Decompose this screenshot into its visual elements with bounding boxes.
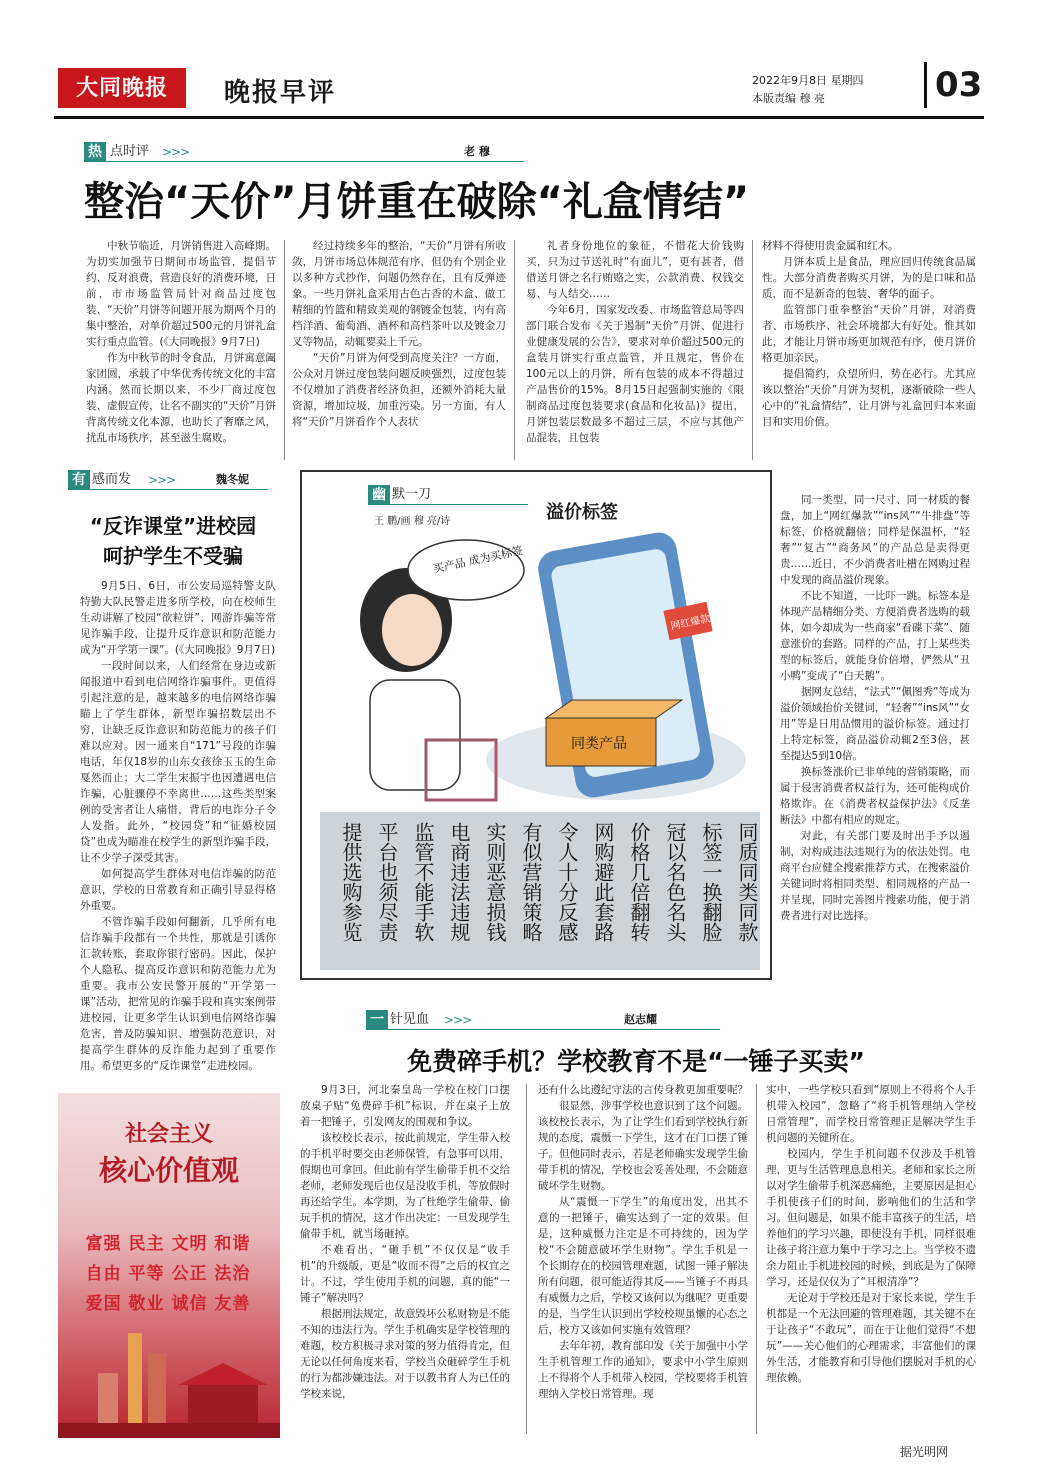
section-title: 晚报早评 bbox=[224, 78, 337, 108]
paragraph: 同一类型、同一尺寸、同一材质的餐盘，加上“网红爆款”“ins风”“牛排盘”等标签，价格就翻倍；同样是保温杯，“轻奢”“复古”“商务风”的产品总是卖得更贵……近日，不少消费者吐槽在网购过程中发现的商品溢价现象。 bbox=[780, 494, 970, 586]
bar-rule bbox=[68, 489, 268, 490]
tag-label: 网红爆款 bbox=[669, 613, 712, 633]
bar-rule bbox=[368, 504, 528, 505]
feeling-headline-2: 呵护学生不受骗 bbox=[103, 544, 243, 568]
paragraph: 礼者身份地位的象征，不惜花大价钱购买，只为过节送礼时“有面儿”，更有甚者，借借送月饼之名行贿赂之实，公款消费、权钱交易、与人结交…… bbox=[526, 240, 744, 300]
paragraph: 中秋节临近，月饼销售进入高峰期。为切实加强节日期间市场监管，提倡节约、反对浪费，营造良好的消费环境，日前，市市场监管局针对商品过度包装、“天价”月饼等问题开展为期两个月的集中整治，对单价超过500元的月饼礼盒实行重点监管。(《大同晚报》9月7日) bbox=[86, 240, 276, 348]
paragraph: 很显然，涉事学校也意识到了这个问题。该校校长表示，为了让学生们看到学校执行新规的态度，震慑一下学生，这才在门口摆了锤子。但他同时表示，若是老师确实发现学生偷带手机的情况，学校也会妥善处理，不会随意破坏学生财物。 bbox=[538, 1100, 748, 1192]
poem-line: 价格几倍翻转 bbox=[627, 822, 651, 942]
poem-box bbox=[320, 812, 760, 970]
page-editor: 本版责编 穆 亮 bbox=[752, 92, 825, 105]
poem-line: 冠以名色名头 bbox=[663, 822, 687, 942]
poem-line: 同质同类同款 bbox=[735, 822, 759, 942]
hot-column-1 bbox=[86, 238, 276, 462]
chevrons-icon: >>> bbox=[162, 145, 190, 159]
column-tag: 热 bbox=[84, 142, 106, 162]
page-number: 03 bbox=[924, 62, 982, 108]
column-bar-feeling bbox=[68, 470, 268, 490]
hot-column-4 bbox=[762, 238, 976, 462]
poem-line: 监管不能手软 bbox=[411, 822, 435, 942]
masthead bbox=[54, 62, 984, 118]
paragraph: 材料不得使用贵金属和红木。 bbox=[762, 240, 899, 252]
column-name: 针见血 bbox=[390, 1012, 430, 1027]
poem-line: 实则恶意损钱 bbox=[483, 822, 507, 942]
cartoon-side-text bbox=[780, 492, 970, 972]
column-name: 点时评 bbox=[110, 144, 150, 159]
column-divider bbox=[756, 1084, 757, 1434]
box-label: 同类产品 bbox=[571, 736, 627, 752]
poem-line: 平台也须尽责 bbox=[375, 822, 399, 942]
paragraph: 校园内，学生手机问题不仅涉及手机管理，更与生活管理息息相关。老师和家长之所以对学生偷带手机深恶痛绝，主要原因是担心手机使孩子们的时间，影响他们的生活和学习。但问题是，如果不能丰富孩子的生活，培养他们的学习兴趣，即使没有手机，同样很难让孩子将注意力集中于学习之上。当学校不遗余力阻止手机进校园的时候，到底是为了保障学习，还是仅仅为了“耳根清净”？ bbox=[766, 1148, 976, 1288]
needle-column-3 bbox=[766, 1082, 976, 1438]
needle-headline: 免费碎手机？学校教育不是“一锤子买卖” bbox=[407, 1047, 865, 1076]
poem-line: 标签一换翻脸 bbox=[699, 822, 723, 942]
chevrons-icon: >>> bbox=[148, 473, 176, 487]
paragraph: 换标签涨价已非单纯的营销策略，而属于侵害消费者权益行为，还可能构成价格欺诈。在《消费者权益保护法》《反垄断法》中都有相应的规定。 bbox=[780, 766, 970, 826]
newspaper-logo: 大同晚报 bbox=[58, 68, 186, 108]
column-bar-hot bbox=[84, 142, 524, 162]
poem-line: 电商违法违规 bbox=[447, 822, 471, 942]
masthead-rule bbox=[54, 116, 984, 119]
paragraph: 9月5日、6日，市公安局巡特警支队特勤大队民警走进多所学校，向在校师生生动讲解了校园“欲粒饼”、网游诈骗等常见诈骗手段，让提升反诈意识和防范能力成为“开学第一课”。(《大同晚报》9月7日) bbox=[80, 580, 276, 656]
paragraph: 不管诈骗手段如何翻新，几乎所有电信诈骗手段都有一个共性，那就是引诱你汇款转账，套取你银行密码。因此，保护个人隐私、提高反诈意识和防范能力尤为重要。我市公安民警开展的“开学第一课”活动，把常见的诈骗手段和真实案例带进校园，让更多学生认识到电信网络诈骗危害，普及防骗知识、增强防范意识，对提高学生群体的反诈能力起到了重要作用。希望更多的“反诈课堂”走进校园。 bbox=[80, 916, 276, 1072]
column-name: 感而发 bbox=[92, 472, 132, 487]
main-headline: 整治“天价”月饼重在破除“礼盒情结” bbox=[84, 179, 750, 225]
column-bar-needle bbox=[366, 1010, 720, 1030]
paragraph: 据网友总结，“法式”“佩图秀”等成为溢价领域抬价关键词，“轻奢”“ins风”“女用”等是日用品惯用的溢价标签。通过打上特定标签，商品溢价动辄2至3倍，甚至提达5到10倍。 bbox=[780, 686, 970, 762]
poster-title-1: 社会主义 bbox=[124, 1121, 213, 1147]
column-bar-humor bbox=[368, 485, 528, 505]
hot-column-2 bbox=[292, 238, 506, 462]
hot-column-3 bbox=[526, 238, 744, 462]
paragraph: 无论对于学校还是对于家长来说，学生手机都是一个无法回避的管理难题，其关键不在于让孩子“不敢玩”，而在于让他们觉得“不想玩”——关心他们的心理需求，丰富他们的课外生活，才能教育和引导他们摆脱对手机的心理依赖。 bbox=[766, 1292, 976, 1384]
paragraph: 9月3日，河北秦皇岛一学校在校门口摆放桌子贴“免费碎手机”标识，并在桌子上放着一把锤子，引发网友的围观和争议。 bbox=[300, 1084, 510, 1128]
column-divider bbox=[284, 240, 285, 460]
poem-line: 令人十分反感 bbox=[555, 822, 579, 942]
column-divider bbox=[514, 240, 515, 460]
feeling-headline-1: “反诈课堂”进校园 bbox=[89, 514, 257, 538]
column-tag: 幽 bbox=[368, 485, 390, 505]
paragraph: 不比不知道，一比吓一跳。标签本是体现产品精细分类、方便消费者选购的载体，如今却成为一些商家“看碟下菜”、随意涨价的套路。同样的产品，打上某些类型的标签后，就能身价倍增，俨然从“丑小鸭”变成了“白天鹅”。 bbox=[780, 590, 970, 682]
paragraph: 该校校长表示，按此前规定，学生带入校的手机平时要交由老师保管，有急事可以用，假期也可拿回。但此前有学生偷带手机不交给老师，老师发现后也仅是没收手机，等放假时再还给学生。本学期，为了杜绝学生偷带、偷玩手机的情况，这才作出决定：一旦发现学生偷带手机，就当场砸掉。 bbox=[300, 1132, 510, 1240]
paragraph: 不难看出，“砸手机”不仅仅是“收手机”的升级版，更是“收而不得”之后的权宜之计。不过，学生使用手机的问题，真的能“一锤子”解决吗？ bbox=[300, 1244, 510, 1304]
column-tag: 一 bbox=[366, 1010, 388, 1030]
column-divider bbox=[752, 240, 753, 460]
paragraph: 根据刑法规定，故意毁坏公私财物是不能不知的违法行为。学生手机确实是学校管理的难题，校方积极寻求对策的努力值得肯定，但无论以任何角度来看，学校当众砸碎学生手机的行为都涉嫌违法。对于以教书育人为已任的学校来说， bbox=[300, 1308, 510, 1400]
poem-line: 提供选购参览 bbox=[339, 822, 363, 942]
issue-date: 2022年9月8日 星期四 bbox=[752, 74, 864, 87]
paragraph: 如何提高学生群体对电信诈骗的防范意识，学校的日常教育和正确引导显得格外重要。 bbox=[80, 868, 276, 912]
paragraph: 实中，一些学校只看到“原则上不得将个人手机带入校园”，忽略了“将手机管理纳入学校日常管理”，而学校日常管理正是解决学生手机问题的关键所在。 bbox=[766, 1084, 976, 1144]
source-credit: 据光明网 bbox=[900, 1445, 949, 1459]
skyline-icon bbox=[58, 1323, 280, 1438]
paragraph: 还有什么比遵纪守法的言传身教更加重要呢？ bbox=[538, 1084, 748, 1096]
cartoon-title: 溢价标签 bbox=[546, 502, 618, 523]
column-tag: 有 bbox=[68, 470, 90, 490]
paragraph: 去年年初，教育部印发《关于加强中小学生手机管理工作的通知》，要求中小学生原则上不得将个人手机带入校园，学校要将手机管理纳入学校日常管理。现 bbox=[538, 1340, 748, 1400]
needle-column-1 bbox=[300, 1082, 510, 1438]
paragraph: 一段时间以来，人们经常在身边或新闻报道中看到电信网络诈骗事件。更值得引起注意的是，越来越多的电信网络诈骗瞄上了学生群体，新型诈骗招数层出不穷，让缺乏反诈意识和防范能力的孩子们难以应对。因一通来自“171”号段的诈骗电话，年仅18岁的山东女孩徐玉玉的生命戛然而止；大二学生宋振宇也因遭遇电信诈骗，心脏骤停不幸离世……这些类型案例的受害者让人痛惜，背后的电诈分子令人发指。此外，“校园贷”和“征婚校园贷”也成为瞄准在校学生的新型诈骗手段，让不少学子深受其害。 bbox=[80, 660, 276, 864]
author-name: 魏冬妮 bbox=[216, 473, 249, 486]
author-name: 赵志耀 bbox=[624, 1013, 657, 1026]
needle-column-2 bbox=[538, 1082, 748, 1438]
paragraph: 监管部门重拳整治“天价”月饼，对消费者、市场秩序、社会环境都大有好处。惟其如此，才能让月饼市场更加规范有序，使月饼价格更加亲民。 bbox=[762, 304, 976, 364]
paragraph: 从“震慑一下学生”的角度出发，出其不意的一把锤子，确实达到了一定的效果。但是，这种威慑力注定是不可持续的，因为学校“不会随意破坏学生财物”。学生手机是一个长期存在的校园管理难题，试图一锤子解决所有问题，很可能适得其反——当锤子不再具有威慑力之后，学校又该何以为继呢？更重要的是，当学生认识到出学校校规虽懒的心态之后，校方又该如何实施有效管理？ bbox=[538, 1196, 748, 1336]
feeling-body bbox=[80, 578, 276, 1072]
paragraph: 对此，有关部门要及时出手予以遏制，对构成违法违规行为的依法处罚。电商平台应健全搜索推荐方式，在搜索溢价关键词时将相同类型、相同规格的产品一并呈现，同时完善图片搜索功能，便于消费者进行对比选择。 bbox=[780, 830, 970, 922]
bubble-text: 买产品 成为买标签 bbox=[431, 543, 524, 576]
poster-values-row: 富强 民主 文明 和谐 bbox=[85, 1234, 251, 1254]
values-poster bbox=[58, 1093, 280, 1438]
bar-rule bbox=[366, 1029, 720, 1030]
bar-rule bbox=[84, 161, 524, 162]
paragraph: 今年6月，国家发改委、市场监管总局等四部门联合发布《关于遏制“天价”月饼、促进行业健康发展的公告》，要求对单价超过500元的盒装月饼实行重点监管，并且规定，售价在100元以上的月饼，所有包装的成本不得超过产品售价的15%。8月15日起强制实施的《限制商品过度包装要求(食品和化妆品)》提出，月饼包装层数最多不超过三层，不应与其他产品混装，且包装 bbox=[526, 304, 744, 444]
author-name: 老 穆 bbox=[464, 145, 490, 158]
paragraph: 月饼本质上是食品，理应回归传统食品属性。大部分消费者购买月饼，为的是口味和品质，而不是新奇的包装、奢华的面子。 bbox=[762, 256, 976, 300]
chevrons-icon: >>> bbox=[444, 1013, 472, 1027]
paragraph: “天价”月饼为何受到高度关注？一方面，公众对月饼过度包装问题反映强烈，过度包装不仅增加了消费者经济负担，还额外消耗大量资源，增加垃圾，加重污染。另一方面，有人将“天价”月饼看作个人表状 bbox=[292, 352, 506, 428]
poster-values-row: 自由 平等 公正 法治 bbox=[85, 1264, 251, 1284]
paragraph: 提倡简约，众望所归，势在必行。尤其应该以整治“天价”月饼为契机，逐渐破除一些人心中的“礼盒情结”，让月饼与礼盒回归本来面目和实用价值。 bbox=[762, 368, 976, 428]
poem-line: 网购避此套路 bbox=[591, 822, 615, 942]
paragraph: 经过持续多年的整治，“天价”月饼有所收敛，月饼市场总体规范有序，但仍有个别企业以多种方式抄作，问题仍然存在，且有反弹迹象。一些月饼礼盒采用古色古香的木盒、做工精细的竹篮和精致美观的钢镀金包装，内有高档洋酒、葡萄酒、酒杯和高档茶叶以及镀金刀叉等物品，动辄要卖上千元。 bbox=[292, 240, 506, 348]
cartoon-illustration bbox=[316, 530, 756, 810]
paragraph: 作为中秋节的时令食品，月饼寓意阖家团圆，承载了中华优秀传统文化的丰富内涵。然而长期以来，不少厂商过度包装、虚假宣传，让名不副实的“天价”月饼背离传统文化本源，也助长了奢靡之风，扰乱市场秩序，甚至滋生腐败。 bbox=[86, 352, 276, 444]
poem-line: 有似营销策略 bbox=[519, 822, 543, 942]
poster-values-row: 爱国 敬业 诚信 友善 bbox=[85, 1294, 251, 1314]
column-name: 默一刀 bbox=[392, 487, 432, 502]
poster-title-2: 核心价值观 bbox=[98, 1154, 239, 1187]
cartoon-credit: 王 鹏/画 穆 亮/诗 bbox=[374, 516, 451, 527]
column-divider bbox=[526, 1084, 527, 1434]
